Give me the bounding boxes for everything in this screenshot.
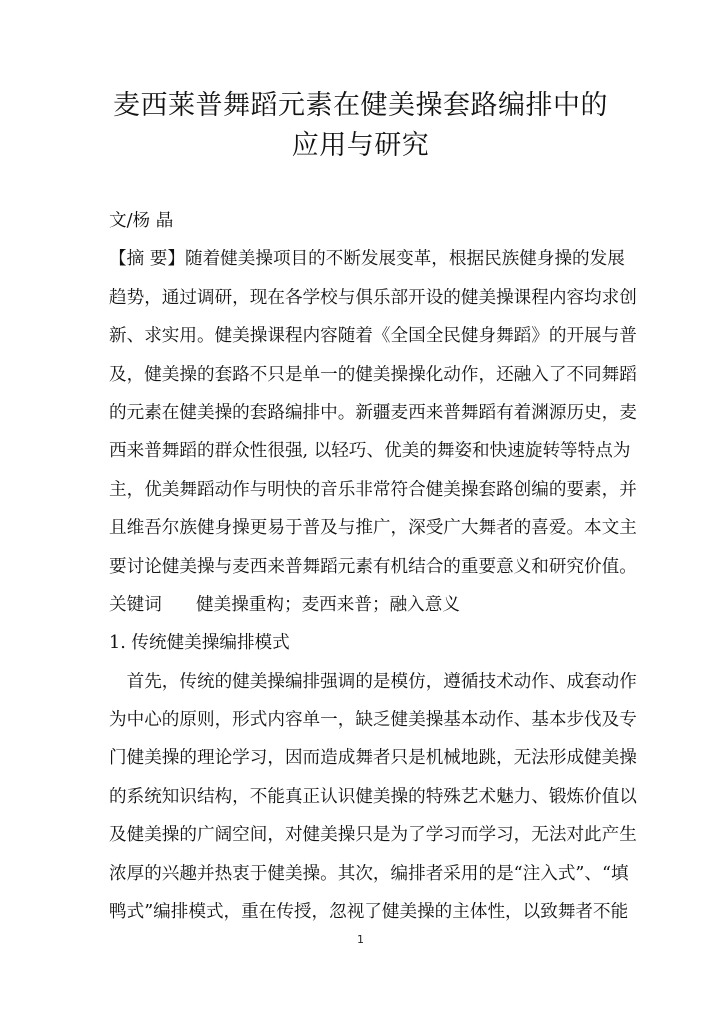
abstract-line-7: 主，优美舞蹈动作与明快的音乐非常符合健美操套路创编的要素，并 xyxy=(109,479,637,500)
abstract-line-1 xyxy=(109,240,625,278)
title-line-1: 麦西莱普舞蹈元素在健美操套路编排中的 xyxy=(113,90,608,121)
abstract-text: 随着健美操项目的不断发展变革，根据民族健身操的发展 xyxy=(184,249,625,270)
title-line-2: 应用与研究 xyxy=(291,130,430,161)
section-line-2: 为中心的原则，形式内容单一，缺乏健美操基本动作、基本步伐及专 xyxy=(109,710,637,731)
abstract-label: 【摘 要】 xyxy=(109,249,185,270)
document-body xyxy=(109,202,637,931)
section-line-7: 鸭式”编排模式，重在传授，忽视了健美操的主体性，以致舞者不能 xyxy=(109,902,629,923)
abstract-line-4: 及，健美操的套路不只是单一的健美操操化动作，还融入了不同舞蹈 xyxy=(109,364,637,385)
section-line-6: 浓厚的兴趣并热衷于健美操。其次，编排者采用的是“注入式”、“填 xyxy=(109,863,629,884)
abstract-line-8: 且维吾尔族健身操更易于普及与推广，深受广大舞者的喜爱。本文主 xyxy=(109,518,637,539)
section-line-4: 的系统知识结构，不能真正认识健美操的特殊艺术魅力、锻炼价值以 xyxy=(109,786,637,807)
document-title xyxy=(0,86,721,166)
keywords-line xyxy=(109,586,615,624)
keywords-value: 健美操重构；麦西来普；融入意义 xyxy=(196,594,460,615)
author-byline: 文/杨 晶 xyxy=(109,211,174,231)
abstract-line-2: 趋势，通过调研，现在各学校与俱乐部开设的健美操课程内容均求创 xyxy=(109,287,637,308)
keywords-label: 关键词 xyxy=(109,594,162,615)
abstract-line-5: 的元素在健美操的套路编排中。新疆麦西来普舞蹈有着渊源历史，麦 xyxy=(109,402,637,423)
abstract-line-6: 西来普舞蹈的群众性很强, 以轻巧、优美的舞姿和快速旋转等特点为 xyxy=(109,441,631,462)
section-line-3: 门健美操的理论学习，因而造成舞者只是机械地跳，无法形成健美操 xyxy=(109,748,637,769)
abstract-line-9: 要讨论健美操与麦西来普舞蹈元素有机结合的重要意义和研究价值。 xyxy=(109,556,637,577)
section-heading: 1. 传统健美操编排模式 xyxy=(109,633,290,654)
page-number: 1 xyxy=(357,933,364,946)
section-line-1: 首先，传统的健美操编排强调的是模仿，遵循技术动作、成套动作 xyxy=(109,671,637,692)
abstract-line-3: 新、求实用。健美操课程内容随着《全国全民健身舞蹈》的开展与普 xyxy=(109,326,637,347)
section-line-5: 及健美操的广阔空间，对健美操只是为了学习而学习，无法对此产生 xyxy=(109,825,637,846)
